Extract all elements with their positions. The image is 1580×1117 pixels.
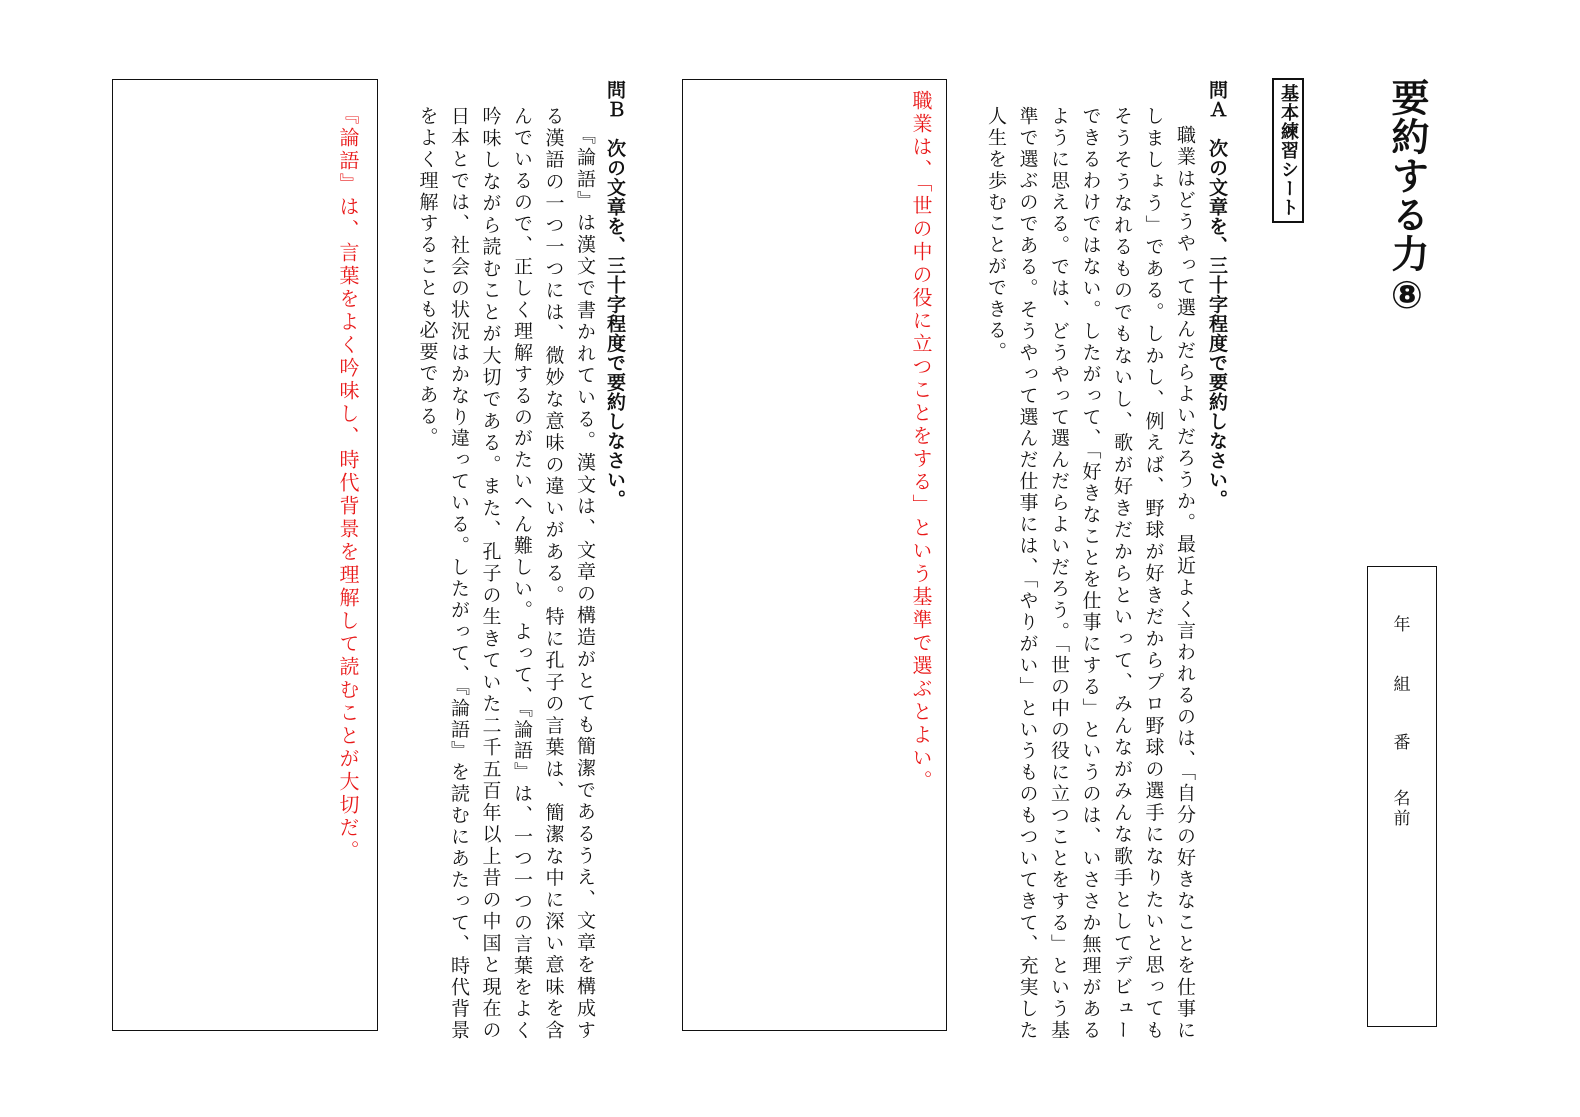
name-field-label bbox=[1368, 789, 1436, 829]
sheet-type-label: 基本練習シート bbox=[1272, 78, 1304, 223]
class-field-label: 組 bbox=[1393, 675, 1411, 695]
page-title: 要約する力⑧ bbox=[1385, 78, 1429, 318]
question-b-label: 問Ｂ bbox=[604, 80, 626, 119]
question-a-label: 問Ａ bbox=[1206, 80, 1228, 119]
number-field-label: 番 bbox=[1393, 733, 1411, 753]
question-b-passage bbox=[400, 106, 600, 1041]
year-field-label: 年 bbox=[1393, 615, 1411, 635]
question-a-text: 職業はどうやって選んだらよいだろうか。最近よく言われるのは、「自分の好きなことを仕事にしましょう」である。しかし、例えば、野球が好きだからプロ野球の選手になりたいと思ってもそうそうなれるものでもないし、歌が好きだからといって、みんながみんな歌手としてデビューできるわけではない。したがって、「好きなことを仕事にする」というのは、いささか無理があるように思える。では、どうやって選んだらよいだろう。「世の中の役に立つことをする」という基準で選ぶのである。そうやって選んだ仕事には、「やりがい」というものもついてきて、充実した人生を歩むことができる。 bbox=[985, 106, 1196, 1041]
question-a-heading bbox=[1202, 80, 1232, 509]
question-a-answer-box[interactable] bbox=[682, 79, 947, 1031]
question-a-answer: 職業は、「世の中の役に立つことをする」という基準で選ぶとよい。 bbox=[909, 90, 933, 793]
question-b-answer-box[interactable] bbox=[112, 79, 378, 1031]
question-b-answer: 『論語』は、言葉をよく吟味し、時代背景を理解して読むことが大切だ。 bbox=[336, 104, 360, 863]
name-field-label-line2: 前 bbox=[1393, 809, 1411, 829]
name-field-label-line1: 名 bbox=[1393, 789, 1411, 809]
question-b-text: 『論語』は漢文で書かれている。漢文は、文章の構造がとても簡潔であるうえ、文章を構成する漢語の一つ一つには、微妙な意味の違いがある。特に孔子の言葉は、簡潔な中に深い意味を含んでいるので、正しく理解するのがたいへん難しい。よって、『論語』は、一つ一つの言葉をよく吟味しながら読むことが大切である。また、孔子の生きていた二千五百年以上昔の中国と現在の日本とでは、社会の状況はかなり違っている。したがって、『論語』を読むにあたって、時代背景をよく理解することも必要である。 bbox=[416, 106, 596, 1041]
question-a-instruction: 次の文章を、三十字程度で要約しなさい。 bbox=[1206, 138, 1228, 509]
question-b-instruction: 次の文章を、三十字程度で要約しなさい。 bbox=[604, 138, 626, 509]
question-b-heading bbox=[600, 80, 630, 509]
student-info-box[interactable] bbox=[1367, 566, 1437, 1027]
question-a-passage bbox=[968, 106, 1200, 1041]
